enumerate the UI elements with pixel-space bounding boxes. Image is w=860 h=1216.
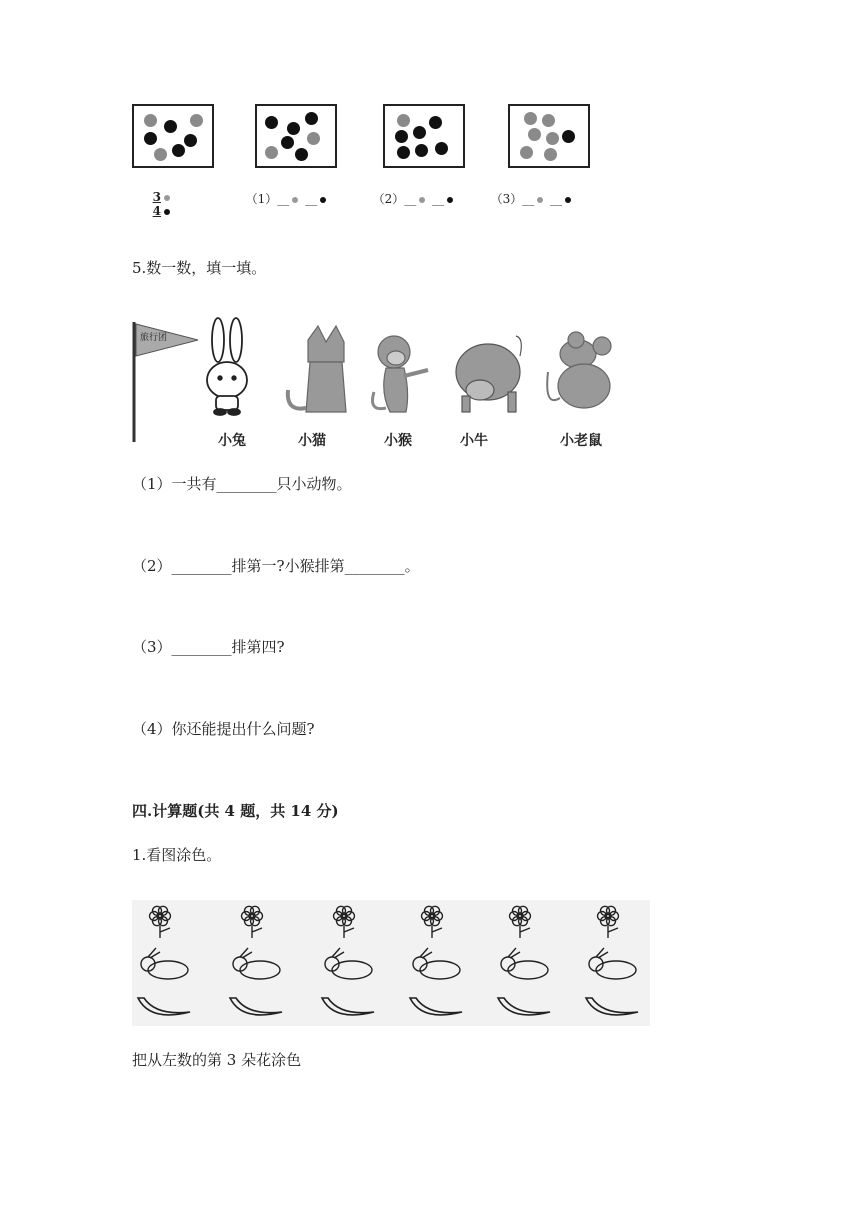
animal-label: 小兔 <box>218 433 246 449</box>
caption-label: （1） <box>245 192 278 206</box>
dot-caption-q2: （2）__ __ <box>365 176 456 207</box>
banana-icon <box>230 998 282 1015</box>
flower-icon <box>150 906 171 938</box>
banana-icon <box>410 998 462 1015</box>
monkey-icon <box>373 336 429 412</box>
flag-text: 旅行团 <box>140 333 168 343</box>
banana-icon <box>138 998 190 1015</box>
dot-caption-example <box>145 176 173 218</box>
animal-label: 小老鼠 <box>560 433 602 449</box>
flower-icon <box>510 906 531 938</box>
rabbit-icon <box>207 318 247 415</box>
animal-label: 小猴 <box>384 433 412 449</box>
coloring-illustration <box>132 900 650 1026</box>
banana-icon <box>498 998 550 1015</box>
question-title: 1.看图涂色。 <box>132 846 222 864</box>
flower-icon <box>422 906 443 938</box>
question-2: （2）________排第一?小猴排第________。 <box>132 557 420 575</box>
rabbit-icon <box>501 948 548 979</box>
black-count: 4 <box>152 204 161 218</box>
animal-label: 小牛 <box>460 433 488 449</box>
rabbit-icon <box>413 948 460 979</box>
dot-box <box>255 104 337 168</box>
caption-label: （2） <box>372 192 405 206</box>
rabbit-icon <box>325 948 372 979</box>
ox-icon <box>456 336 521 412</box>
banana-icon <box>586 998 638 1015</box>
mouse-icon <box>547 332 611 408</box>
coloring-instruction: 把从左数的第 3 朵花涂色 <box>132 1051 302 1069</box>
flower-icon <box>334 906 355 938</box>
banana-icon <box>322 998 374 1015</box>
rabbit-icon <box>589 948 636 979</box>
dot-box <box>508 104 590 168</box>
section-heading: 四.计算题(共 4 题，共 14 分) <box>132 802 339 820</box>
flower-icon <box>598 906 619 938</box>
animal-label: 小猫 <box>298 433 326 449</box>
question-3: （3）________排第四? <box>132 638 285 656</box>
section5-title: 5.数一数，填一填。 <box>132 259 267 277</box>
dot-caption-q1: （1）__ __ <box>238 176 329 207</box>
question-1: （1）一共有________只小动物。 <box>132 475 352 493</box>
dot-box <box>383 104 465 168</box>
rabbit-icon <box>141 948 188 979</box>
cat-icon <box>288 326 346 412</box>
rabbit-icon <box>233 948 280 979</box>
dot-caption-q3: （3）__ __ <box>483 176 574 207</box>
dot-box <box>132 104 214 168</box>
gray-count: 3 <box>152 190 161 204</box>
flower-icon <box>242 906 263 938</box>
question-4: （4）你还能提出什么问题? <box>132 720 315 738</box>
caption-label: （3） <box>490 192 523 206</box>
